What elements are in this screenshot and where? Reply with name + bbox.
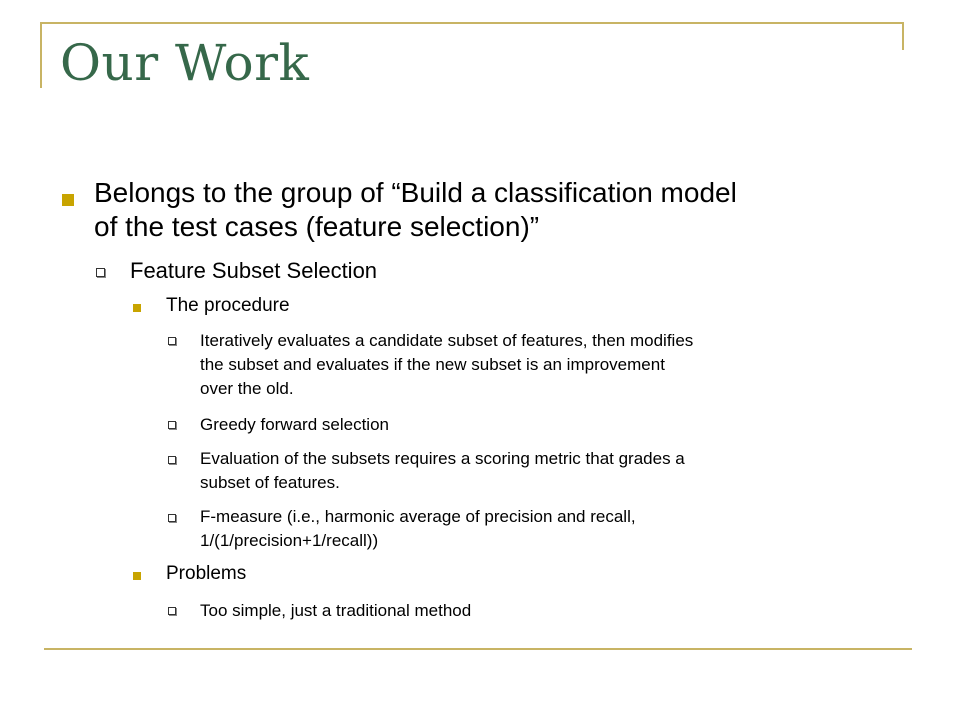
iterative-line-3: over the old. [200,379,294,398]
greedy-forward-selection: Greedy forward selection [200,415,389,434]
slide-frame-top-corner-rule [902,22,904,50]
level4-hollow-bullet-icon [168,421,176,429]
iterative-line-2: the subset and evaluates if the new subset is an improvement [200,355,665,374]
slide-frame-bottom-rule [44,648,912,650]
main-bullet-line-2: of the test cases (feature selection)” [94,211,540,242]
level4-hollow-bullet-icon [168,456,176,464]
level4-hollow-bullet-icon [168,607,176,615]
level4-hollow-bullet-icon [168,514,176,522]
f-measure-line-2: 1/(1/precision+1/recall)) [200,531,379,550]
level4-hollow-bullet-icon [168,337,176,345]
problems: Problems [166,563,247,584]
slide-frame-left-rule [40,22,42,88]
level3-bullet-icon [133,304,141,312]
the-procedure: The procedure [166,295,290,316]
level2-hollow-bullet-icon [96,268,105,277]
feature-subset-selection: Feature Subset Selection [130,258,378,283]
main-bullet-line-1: Belongs to the group of “Build a classification model [94,177,737,208]
slide-title: Our Work [60,34,310,92]
slide-frame-top-rule [40,22,904,24]
f-measure-line-1: F-measure (i.e., harmonic average of precision and recall, [200,507,636,526]
evaluation-line-1: Evaluation of the subsets requires a scoring metric that grades a [200,449,685,468]
iterative-line-1: Iteratively evaluates a candidate subset of features, then modifies [200,331,694,350]
level1-bullet-icon [62,194,74,206]
evaluation-line-2: subset of features. [200,473,340,492]
too-simple: Too simple, just a traditional method [200,601,472,620]
level3-bullet-icon [133,572,141,580]
